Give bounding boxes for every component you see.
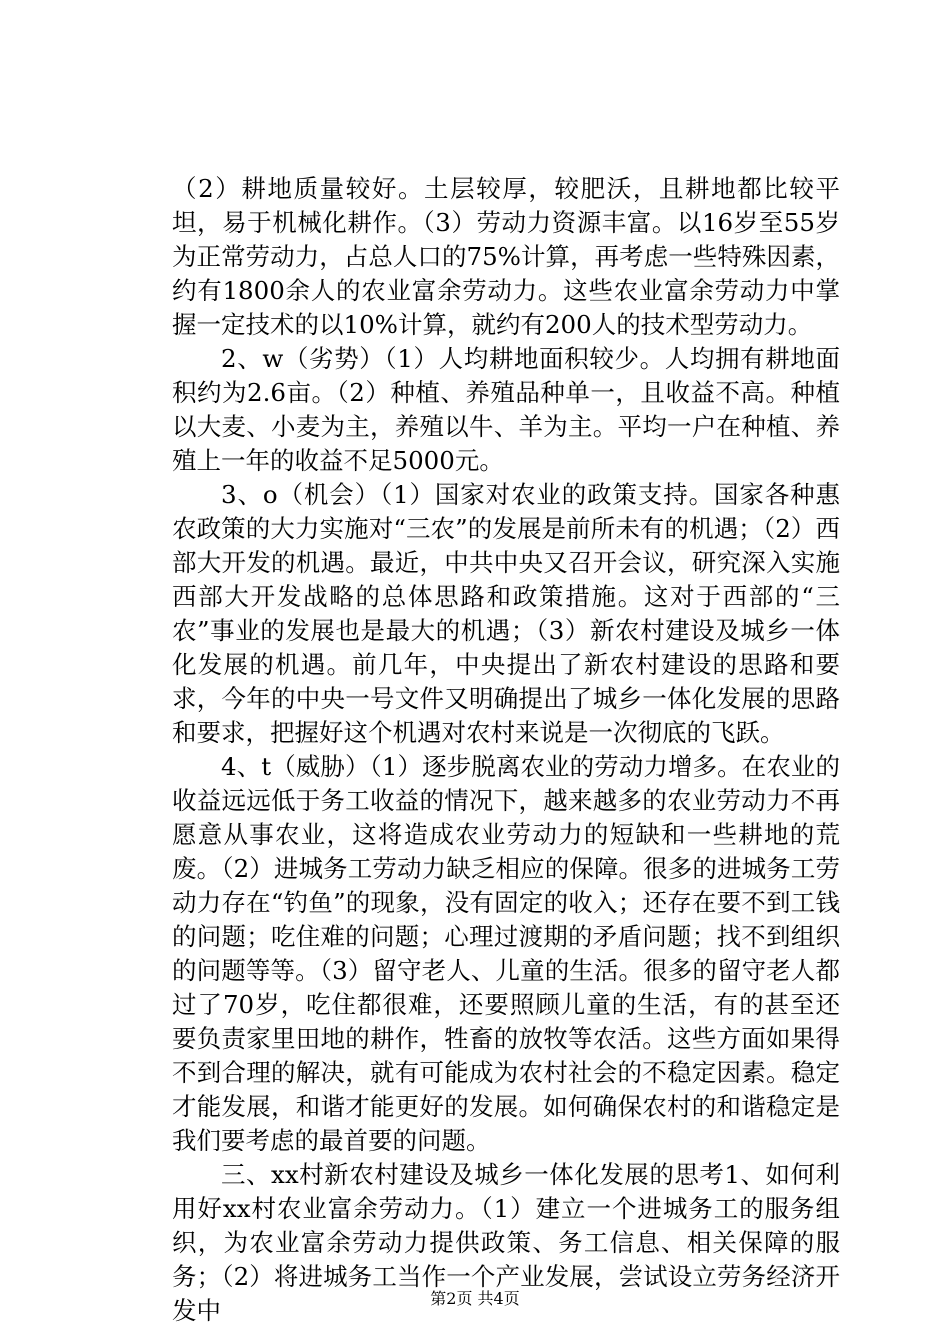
paragraph-threats: 4、t（威胁）（1）逐步脱离农业的劳动力增多。在农业的收益远远低于务工收益的情况下，越来越多的农业劳动力不再愿意从事农业，这将造成农业劳动力的短缺和一些耕地的荒废。（2）进城务工劳动力缺乏相应的保障。很多的进城务工劳动力存在“钓鱼”的现象，没有固定的收入；还存在要不到工钱的问题；吃住难的问题；心理过渡期的矛盾问题；找不到组织的问题等等。（3）留守老人、儿童的生活。很多的留守老人都过了70岁，吃住都很难，还要照顾儿童的生活，有的甚至还要负责家里田地的耕作，牲畜的放牧等农活。这些方面如果得不到合理的解决，就有可能成为农村社会的不稳定因素。稳定才能发展，和谐才能更好的发展。如何确保农村的和谐稳定是我们要考虑的最首要的问题。 [172,752,840,1155]
paragraph-weaknesses: 2、w（劣势）（1）人均耕地面积较少。人均拥有耕地面积约为2.6亩。（2）种植、养殖品种单一，且收益不高。种植以大麦、小麦为主，养殖以牛、羊为主。平均一户在种植、养殖上一年的收益不足5000元。 [172,344,840,475]
page-footer: 第2页 共4页 [430,1289,520,1308]
body-text [172,172,840,1328]
paragraph-section-three: 三、xx村新农村建设及城乡一体化发展的思考1、如何利用好xx村农业富余劳动力。（1）建立一个进城务工的服务组织，为农业富余劳动力提供政策、务工信息、相关保障的服务；（2）将进城务工当作一个产业发展，尝试设立劳务经济开发中 [172,1160,840,1325]
paragraph-strengths-continued: （2）耕地质量较好。土层较厚，较肥沃，且耕地都比较平坦，易于机械化耕作。（3）劳动力资源丰富。以16岁至55岁为正常劳动力，占总人口的75%计算，再考虑一些特殊因素，约有1800余人的农业富余劳动力。这些农业富余劳动力中掌握一定技术的以10%计算，就约有200人的技术型劳动力。 [172,174,840,339]
paragraph-opportunities: 3、o（机会）（1）国家对农业的政策支持。国家各种惠农政策的大力实施对“三农”的发展是前所未有的机遇；（2）西部大开发的机遇。最近，中共中央又召开会议，研究深入实施西部大开发战略的总体思路和政策措施。这对于西部的“三农”事业的发展也是最大的机遇；（3）新农村建设及城乡一体化发展的机遇。前几年，中央提出了新农村建设的思路和要求，今年的中央一号文件又明确提出了城乡一体化发展的思路和要求，把握好这个机遇对农村来说是一次彻底的飞跃。 [172,480,840,747]
